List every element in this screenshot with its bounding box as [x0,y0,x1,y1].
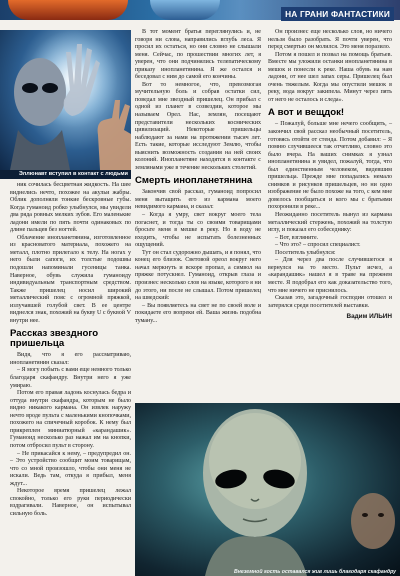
subheading-star-alien-story: Рассказ звездного пришельца [10,328,99,350]
paragraph: Сказав это, загадочный господин отошел и затерялся среди посетителей выставки. [268,295,392,309]
article-column-3 [268,29,392,321]
article-column-1 [10,182,131,518]
alien-contact-artwork [0,30,131,170]
paragraph: – Вот, взгляните. [275,234,319,241]
paragraph: Тут он стал судорожно дышать, и я понял, что конец его близок. Световой ореол вокруг него начал меркнуть и вскоре пропал, а символ на пряжке потускнел. Гуманоид, открыв глаза и произнес несколько слов на языке, которого я ни до этого, ни после не слышал. Потом пришелец на шведский: [135,249,261,302]
paragraph: – Когда я умру, свет вокруг моего тела погаснет, и тогда ты со своими товарищами бросьте меня в мешке в реку. Но в воду не входить, чтобы не испытать болезненных ощущений. [135,212,261,249]
paragraph: – Что это? – спросил специалист. [275,242,361,249]
paragraph: – Для через два после случившегося я вернулся на то место. Пульт исчез, а «карандашик» нашел я в траве на прежнем месте. Я подобрал его как доказательство того, что мне ничего не приснилось. [268,257,392,294]
author-signature: Вадим ИЛЬИН [346,313,392,321]
alien-portrait-illustration [135,403,400,576]
paragraph: Некоторое время пришелец лежал спокойно, только его руки периодически вздрагивали. Наверное, он испытывал сильную боль. [10,488,131,517]
article-column-2 [135,29,261,325]
paragraph: Потом я пошел и позвал на помощь братьев. Вместе мы уложили останки инопланетянина в мешок и понесли к реке. Наша обувь на нам ладони, от нее шел запах серы. Пришелец был очень тяжелым. Когда мы опустили мешок в реку, вода вокруг закипела. Минут через пять от него не осталось и следа». [268,51,392,103]
header-banner [0,0,400,20]
paragraph: Он произнес еще несколько слов, но ничего нельзя было разобрать. Я почти уверен, что перед смертью он молился. Это меня поразило. [268,29,392,51]
paragraph: Вот то немногое, что, превозмогая мучительную боль и собрав остатки сил, поведал мне звездный пришелец. Он прибыл с одной из планет в созвездии, которое мы называем Орел. Нас, землян, посещают представители нескольких космических цивилизаций. Некоторые пришельцы наблюдают за нами на протяжении тысяч лет. Есть такие, которые исследуют Землю, чтобы выяснить возможность создания на ней своих колоний. Инопланетяне находятся в контакте с землянами уже в течение нескольких столетий. [135,81,261,171]
paragraph: Неожиданно посетитель вынул из кармана металлический стержень, похожий на толстую иглу, и показал его собеседнику: [268,212,392,234]
alien-contact-illustration [0,30,131,170]
top-figure-caption: Эллюнавт вступил в контакт с людьми [0,170,131,179]
paragraph: Видя, что я его рассматриваю, инопланетянин сказал: [10,352,131,366]
paragraph: Посетитель улыбнулся: [275,249,336,256]
paragraph: В тот момент братья переглянулись и, не говоря ни слова, направились вглубь леса. Я просил их остаться, но они словно не слышали меня. Сейчас, по прошествии многих лет, я уверен, что они подчинялись телепатическому приказу инопланетянина. Я же остался и беседовал с ним до самой его кончины. [135,29,261,81]
paragraph: Потом его правая ладонь коснулась бедра и оттуда внутри скафандра, которым не было видно никакого кармана. Он извлек наружу нечто вроде пульта с маленькими кнопочками, похожего на спичечный коробок. К нему был прикреплен миниатюрный «карандашик». Гуманоид несколько раз нажал им на кнопки, потом отбросил пульт в сторону. [10,390,131,449]
alien-portrait-artwork [135,403,400,576]
paragraph: – Пожалуй, больше мне нечего сообщить, – закончил свой рассказ необычный посетитель, готовясь отойти от стенда. Потом добавил: – Я помню случившееся так отчетливо, словно это было вчера. На ваших снимках я узнал инопланетянина и увидел, пожалуй, тогда, что был единственным человеком, видевшим пришельца. Прежде мне попадались немало снимков и рисунков пришельцев, но ни одно изображение не было похоже на того, с кем мне довелось пообщаться и кого мы с братьями похоронили в реке... [268,121,392,211]
header-art-mid [150,0,220,20]
subheading-evidence: А вот и вещдок! [268,107,345,119]
paragraph: – Я могу побыть с вами еще немного только благодаря скафандру. Внутри него я уже умираю. [10,367,131,389]
paragraph: Закончив свой рассказ, гуманоид попросил меня вытащить его из кармана моего невидимого кармана, и сказал: [135,189,261,211]
header-art-left [8,0,128,20]
paragraph: Облачение инопланетянина, изготовленное из красноватого материала, похожего на металл, плотно прилегало к телу. На ногах у него были сапоги, их толстые подошвы подошли напоминали гусеницы танка. Наверное, обувь служила гуманоиду индивидуальным транспортным средством. Также пришелец носил широкий металлический пояс с огромной пряжкой, излучавшей голубой свет. В ее центре виднелся знак, похожий на букву U с буквой V внутри нее. [10,234,131,324]
paragraph: – Вы появляетесь на свет не по своей воле и покидаете его вопреки ей. Ваша жизнь подобна туману... [135,302,261,324]
paragraph: – Не прикасайся к нему, – предупредил он. – Это устройство сообщит моим товарищам, что со мной произошло, чтобы они меня не искали. Ведь там, откуда я прибыл, меня ждут... [10,450,131,487]
subheading-alien-death: Смерть инопланетянина [135,175,253,187]
section-label: НА ГРАНИ ФАНТАСТИКИ [281,7,394,21]
bottom-figure-caption: Внеземной гость оставался жив лишь благодаря скафандру [233,569,396,575]
paragraph: ник сочилась бесцветная жидкость. На шее виднелись нечто, похожее на акульи жабры. Облик дополняли тонкие бескровные губы. Когда гуманоид робко улыбнулся, мы увидели два ряда ровных мелких зубов. Его маленькие ладони имели по пять почти одинаковых по длине пальцев без ногтей. [10,182,131,234]
